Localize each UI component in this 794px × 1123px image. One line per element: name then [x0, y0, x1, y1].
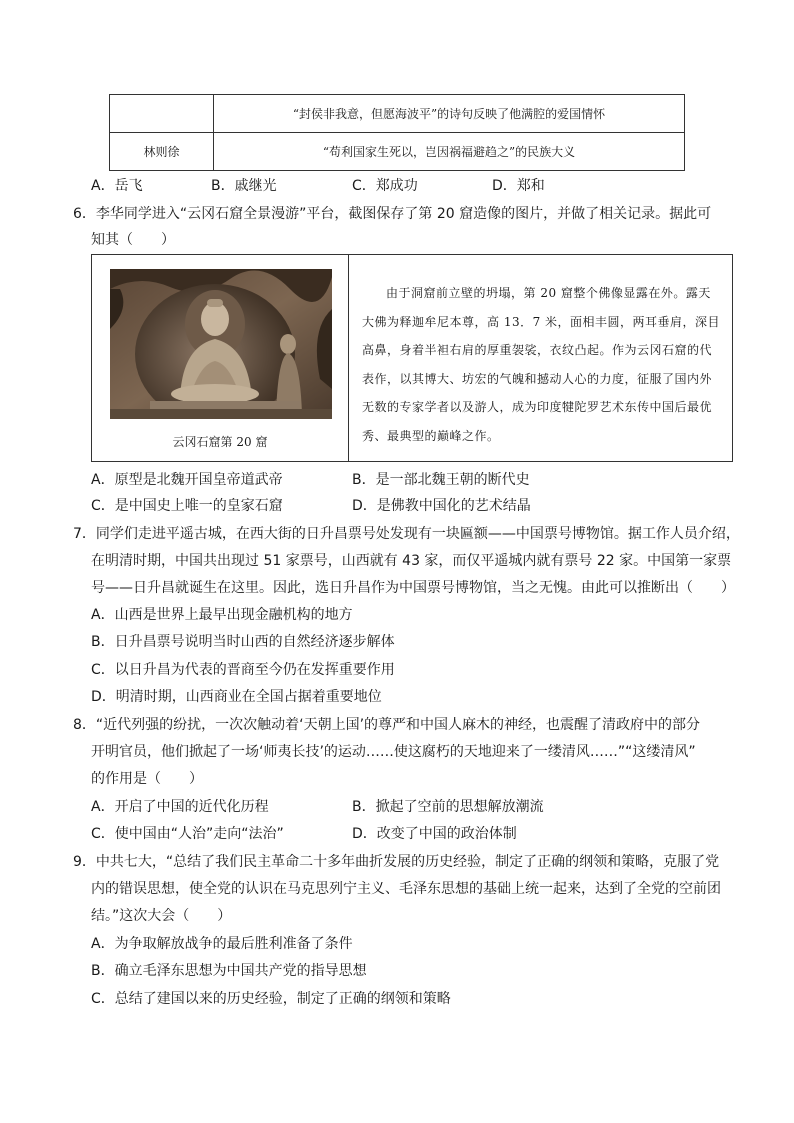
material-text: 由于洞窟前立壁的坍塌，第 20 窟整个佛像显露在外。露天大佛为释迦牟尼本尊，高 13．7 米，面相丰圆，两耳垂肩，深目高鼻，身着半袒右肩的厚重袈裟，衣纹凸起。作为云冈石窟的代表作，以其博大、坊宏的气魄和撼动人心的力度，征服了国内外无数的专家学者以及游人，成为印度犍陀罗艺术东传中国后最优秀、最典型的巅峰之作。	[362, 286, 721, 443]
photo-caption: 云冈石窟第 20 窟	[172, 435, 268, 449]
table-cell-content: “封侯非我意，但愿海波平”的诗句反映了他满腔的爱国情怀	[214, 95, 685, 133]
q5-option-c: C．郑成功	[352, 178, 418, 194]
q5-option-b: B．戚继光	[211, 178, 277, 194]
q8-option-d: D．改变了中国的政治体制	[352, 826, 517, 842]
q9-option-a: A．为争取解放战争的最后胜利准备了条件	[91, 936, 353, 952]
q7-option-a: A．山西是世界上最早出现金融机构的地方	[91, 607, 353, 623]
table-row	[110, 133, 685, 171]
q8-option-a: A．开启了中国的近代化历程	[91, 799, 269, 815]
table-cell-person: 林则徐	[110, 133, 214, 171]
q6-option-a: A．原型是北魏开国皇帝道武帝	[91, 472, 283, 488]
q9-stem-line1: 9．中共七大，“总结了我们民主革命二十多年曲折发展的历史经验，制定了正确的纲领和策略，克服了党	[73, 854, 720, 870]
q9-stem-line2: 内的错误思想，使全党的认识在马克思列宁主义、毛泽东思想的基础上统一起来，达到了全党的空前团	[91, 881, 721, 897]
table-cell-person	[110, 95, 214, 133]
q7-stem-line2: 在明清时期，中国共出现过 51 家票号，山西就有 43 家，而仅平遥城内就有票号 22 家。中国第一家票	[91, 553, 732, 569]
q7-stem-line1: 7．同学们走进平遥古城，在西大街的日升昌票号处发现有一块匾额——中国票号博物馆。据工作人员介绍，	[73, 526, 740, 542]
q6-option-c: C．是中国史上唯一的皇家石窟	[91, 498, 283, 514]
q7-option-d: D．明清时期，山西商业在全国占据着重要地位	[91, 689, 382, 705]
q6-option-d: D．是佛教中国化的艺术结晶	[352, 498, 531, 514]
table-row	[110, 95, 685, 133]
q7-option-b: B．日升昌票号说明当时山西的自然经济逐步解体	[91, 634, 395, 650]
q7-option-c: C．以日升昌为代表的晋商至今仍在发挥重要作用	[91, 662, 395, 678]
q6-stem-line2: 知其（ ）	[91, 232, 175, 248]
q8-stem-line3: 的作用是（ ）	[91, 771, 203, 787]
q9-option-c: C．总结了建国以来的历史经验，制定了正确的纲领和策略	[91, 991, 451, 1007]
q9-option-b: B．确立毛泽东思想为中国共产党的指导思想	[91, 963, 367, 979]
q8-option-c: C．使中国由“人治”走向“法治”	[91, 826, 284, 842]
q6-material-box	[91, 254, 733, 462]
q6-stem-line1: 6．李华同学进入“云冈石窟全景漫游”平台，截图保存了第 20 窟造像的图片，并做了相关记录。据此可	[73, 206, 712, 222]
q5-option-d: D．郑和	[492, 178, 545, 194]
q6-option-b: B．是一部北魏王朝的断代史	[352, 472, 530, 488]
table-cell-content: “苟利国家生死以，岂因祸福避趋之”的民族大义	[214, 133, 685, 171]
q5-option-a: A．岳飞	[91, 178, 143, 194]
q8-option-b: B．掀起了空前的思想解放潮流	[352, 799, 544, 815]
q9-stem-line3: 结。”这次大会（ ）	[91, 908, 232, 924]
box-divider	[348, 255, 349, 461]
q8-stem-line1: 8．“近代列强的纷扰，一次次触动着‘天朝上国’的尊严和中国人麻木的神经，也震醒了清政府中的部分	[73, 717, 701, 733]
q7-stem-line3: 号——日升昌就诞生在这里。因此，选日升昌作为中国票号博物馆，当之无愧。由此可以推断出（ ）	[91, 580, 735, 596]
yungang-grotto-photo	[110, 269, 332, 419]
person-table	[109, 94, 685, 171]
q8-stem-line2: 开明官员，他们掀起了一场‘师夷长技’的运动……使这腐朽的天地迎来了一缕清风……”“这缕清风”	[91, 744, 696, 760]
